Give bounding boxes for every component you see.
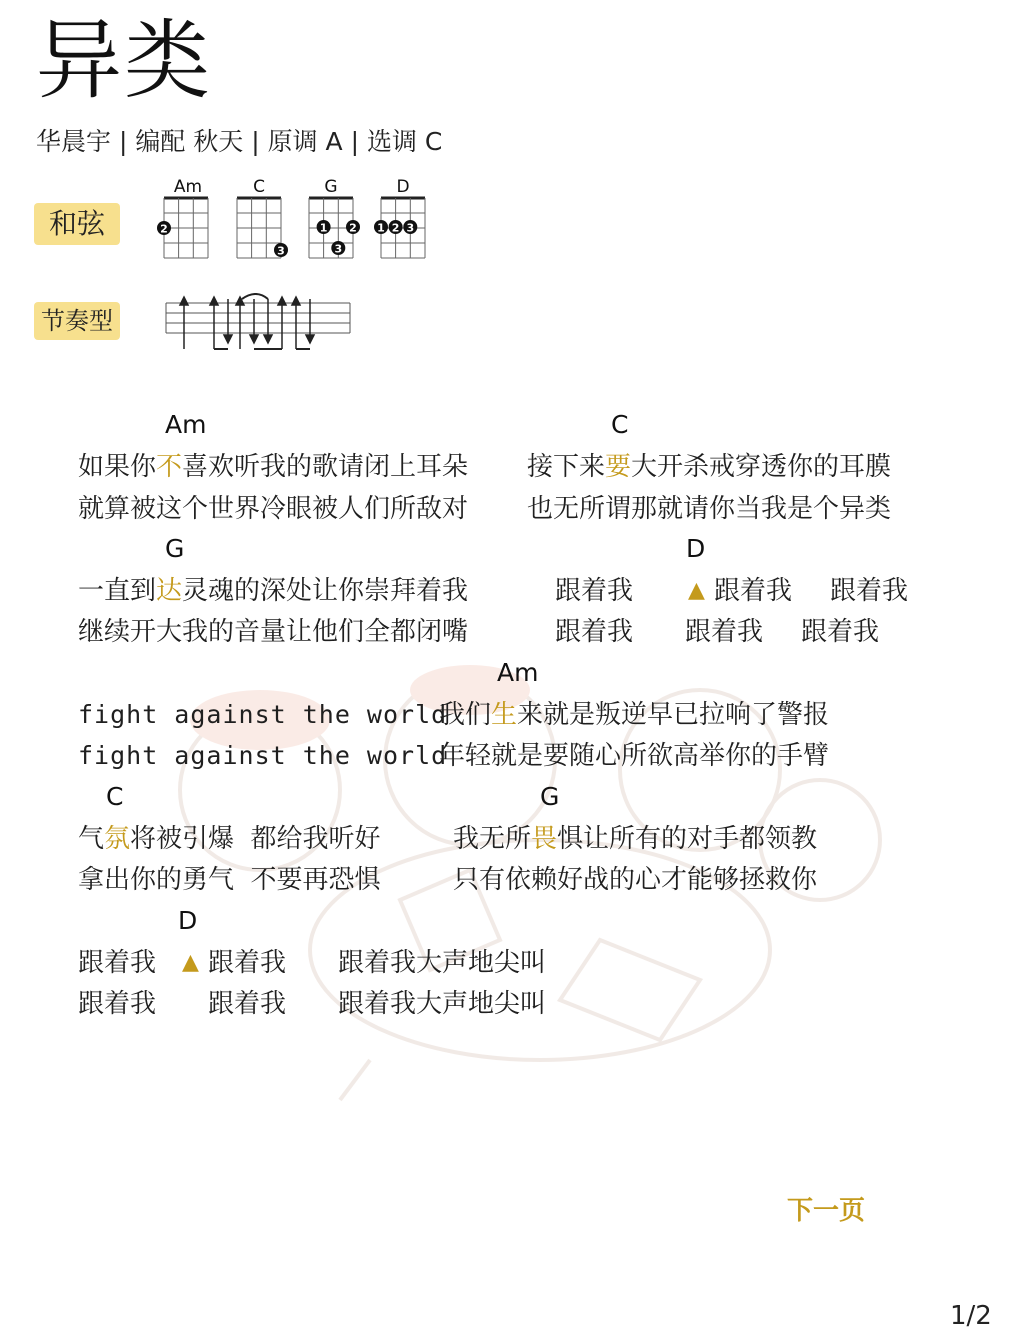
chord-label: D bbox=[178, 906, 198, 935]
english-lyric: fight against the world bbox=[78, 741, 448, 770]
chord-grid-am bbox=[156, 194, 216, 276]
song-meta: 华晨宇 | 编配 秋天 | 原调 A | 选调 C bbox=[36, 127, 443, 156]
lyric-segment: 跟着我 bbox=[555, 617, 634, 647]
lyric-segment: 大开杀戒穿透你的耳膜 bbox=[631, 452, 892, 482]
chord-grid-c bbox=[229, 194, 289, 276]
highlighted-word: 生 bbox=[491, 700, 518, 730]
song-title: 异类 bbox=[36, 11, 212, 111]
chord-grid-d bbox=[373, 194, 433, 276]
chord-diagram-name: D bbox=[396, 177, 410, 197]
lyric-segment: 跟着我 bbox=[685, 617, 764, 647]
lyric-segment: 跟着我 bbox=[830, 576, 909, 606]
lyric-segment: 我们 bbox=[439, 700, 492, 730]
accent-triangle-icon: ▲ bbox=[688, 578, 705, 603]
chord-label: C bbox=[611, 410, 629, 439]
chord-label: C bbox=[106, 782, 124, 811]
chord-line bbox=[78, 657, 539, 689]
rhythm-tag: 节奏型 bbox=[34, 302, 120, 340]
chord-line bbox=[78, 409, 629, 441]
lyric-segment: 跟着我 bbox=[714, 576, 793, 606]
lyric-segment: 接下来 bbox=[527, 452, 606, 482]
chord-diagram-name: G bbox=[324, 177, 338, 197]
chord-label: G bbox=[165, 534, 185, 563]
lyric-segment: 我无所 bbox=[453, 824, 532, 854]
lyric-segment: 灵魂的深处让你崇拜着我 bbox=[182, 576, 469, 606]
english-lyric: fight against the world bbox=[78, 700, 448, 729]
page-number: 1/2 bbox=[950, 1301, 992, 1331]
finger-label: 3 bbox=[277, 244, 285, 258]
chord-label: D bbox=[686, 534, 706, 563]
chord-diagram-name: Am bbox=[173, 177, 203, 197]
next-page-link[interactable]: 下一页 bbox=[787, 1196, 866, 1226]
lyric-segment: 也无所谓那就请你当我是个异类 bbox=[527, 494, 892, 524]
lyric-segment: 气 bbox=[78, 824, 105, 854]
finger-label: 2 bbox=[391, 221, 400, 235]
finger-label: 2 bbox=[349, 221, 357, 235]
strum-pattern-icon bbox=[162, 293, 354, 355]
lyric-segment: 跟着我 bbox=[555, 576, 634, 606]
chord-line bbox=[78, 781, 560, 813]
chord-label: Am bbox=[497, 658, 539, 687]
lyric-segment: 拿出你的勇气 不要再恐惧 bbox=[78, 865, 381, 895]
lyric-segment: 如果你 bbox=[78, 452, 157, 482]
lyric-segment: 跟着我 bbox=[78, 948, 157, 978]
lyric-segment: 跟着我 bbox=[801, 617, 880, 647]
finger-label: 2 bbox=[160, 222, 168, 236]
finger-label: 3 bbox=[406, 221, 415, 235]
highlighted-word: 要 bbox=[605, 452, 632, 482]
lyric-segment: 将被引爆 都给我听好 bbox=[130, 824, 381, 854]
lyric-segment: 跟着我大声地尖叫 bbox=[338, 948, 547, 978]
highlighted-word: 不 bbox=[156, 452, 183, 482]
lyric-segment: 来就是叛逆早已拉响了警报 bbox=[517, 700, 830, 730]
lyric-segment: 喜欢听我的歌请闭上耳朵 bbox=[182, 452, 469, 482]
lyric-segment: 跟着我 bbox=[208, 948, 287, 978]
lyric-segment: 年轻就是要随心所欲高举你的手臂 bbox=[439, 741, 830, 771]
lyric-line bbox=[78, 987, 547, 1123]
lyric-segment: 只有依赖好战的心才能够拯救你 bbox=[453, 865, 818, 895]
lyric-segment: 一直到 bbox=[78, 576, 157, 606]
chord-line bbox=[78, 905, 198, 937]
chord-label: Am bbox=[165, 410, 207, 439]
lyric-segment: 就算被这个世界冷眼被人们所敌对 bbox=[78, 494, 469, 524]
finger-label: 3 bbox=[334, 242, 343, 256]
lyric-segment: 继续开大我的音量让他们全都闭嘴 bbox=[78, 617, 469, 647]
finger-label: 1 bbox=[377, 221, 385, 235]
accent-triangle-icon: ▲ bbox=[182, 950, 199, 975]
chord-grid-g bbox=[301, 194, 361, 276]
chords-tag: 和弦 bbox=[34, 203, 120, 245]
finger-label: 1 bbox=[319, 221, 328, 235]
lyric-segment: 跟着我 bbox=[208, 989, 287, 1019]
highlighted-word: 达 bbox=[156, 576, 183, 606]
chord-line bbox=[78, 533, 706, 565]
chord-label: G bbox=[540, 782, 560, 811]
lyric-segment: 跟着我大声地尖叫 bbox=[338, 989, 547, 1019]
highlighted-word: 氛 bbox=[104, 824, 131, 854]
lyric-segment: 跟着我 bbox=[78, 989, 157, 1019]
chord-diagram-name: C bbox=[253, 177, 265, 197]
lyric-segment: 惧让所有的对手都领教 bbox=[557, 824, 818, 854]
highlighted-word: 畏 bbox=[531, 824, 558, 854]
